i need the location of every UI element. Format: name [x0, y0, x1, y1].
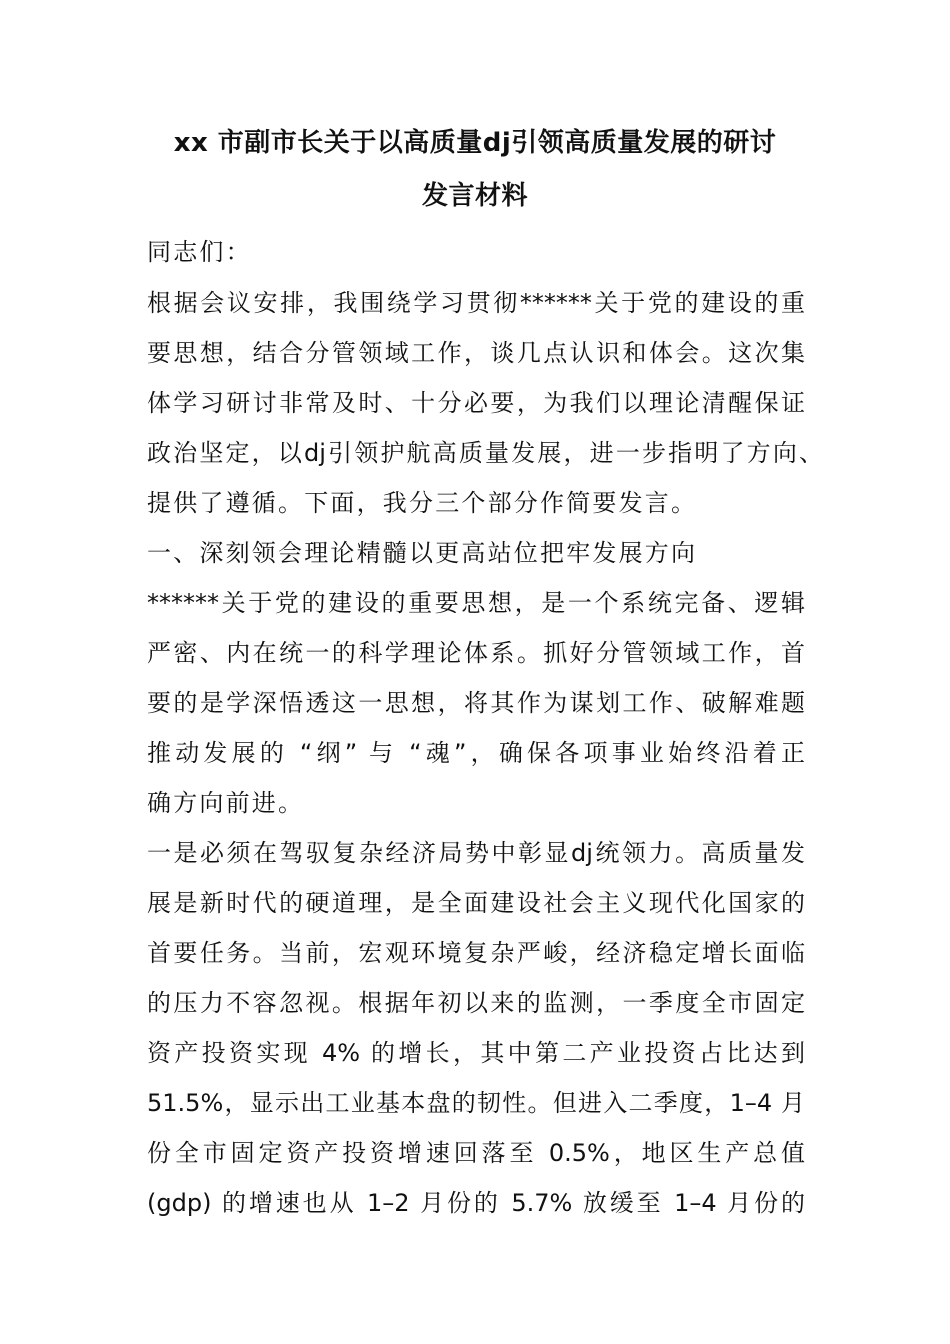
paragraph-line: 份全市固定资产投资增速回落至 0.5%，地区生产总值	[147, 1139, 805, 1167]
paragraph-line: 体学习研讨非常及时、十分必要，为我们以理论清醒保证	[147, 389, 805, 417]
paragraph-line: 要思想，结合分管领域工作，谈几点认识和体会。这次集	[147, 339, 805, 367]
paragraph-line: 提供了遵循。下面，我分三个部分作简要发言。	[147, 489, 698, 517]
paragraph-line: 根据会议安排，我围绕学习贯彻******关于党的建设的重	[147, 289, 805, 317]
paragraph-line: 首要任务。当前，宏观环境复杂严峻，经济稳定增长面临	[147, 939, 805, 967]
paragraph-line: ******关于党的建设的重要思想，是一个系统完备、逻辑	[147, 589, 805, 617]
paragraph-line: 确方向前进。	[147, 789, 305, 817]
paragraph-line: 资产投资实现 4% 的增长，其中第二产业投资占比达到	[147, 1039, 805, 1067]
document-title-line-1: xx 市副市长关于以高质量dj引领高质量发展的研讨	[173, 128, 777, 158]
paragraph-line: 的压力不容忽视。根据年初以来的监测，一季度全市固定	[147, 989, 805, 1017]
section-heading: 一、深刻领会理论精髓以更高站位把牢发展方向	[147, 539, 698, 567]
paragraph-line: 51.5%，显示出工业基本盘的韧性。但进入二季度，1–4 月	[147, 1089, 805, 1117]
paragraph-line: 展是新时代的硬道理，是全面建设社会主义现代化国家的	[147, 889, 805, 917]
paragraph-line: 政治坚定，以dj引领护航高质量发展，进一步指明了方向、	[147, 439, 823, 467]
paragraph-line: (gdp) 的增速也从 1–2 月份的 5.7% 放缓至 1–4 月份的	[147, 1189, 805, 1217]
paragraph-line: 一是必须在驾驭复杂经济局势中彰显dj统领力。高质量发	[147, 839, 805, 867]
salutation: 同志们：	[147, 238, 252, 266]
document-title-line-2: 发言材料	[421, 181, 528, 211]
paragraph-line: 推动发展的 “纲” 与 “魂”，确保各项事业始终沿着正	[147, 739, 805, 767]
paragraph-line: 要的是学深悟透这一思想，将其作为谋划工作、破解难题	[147, 689, 805, 717]
paragraph-line: 严密、内在统一的科学理论体系。抓好分管领域工作，首	[147, 639, 805, 667]
